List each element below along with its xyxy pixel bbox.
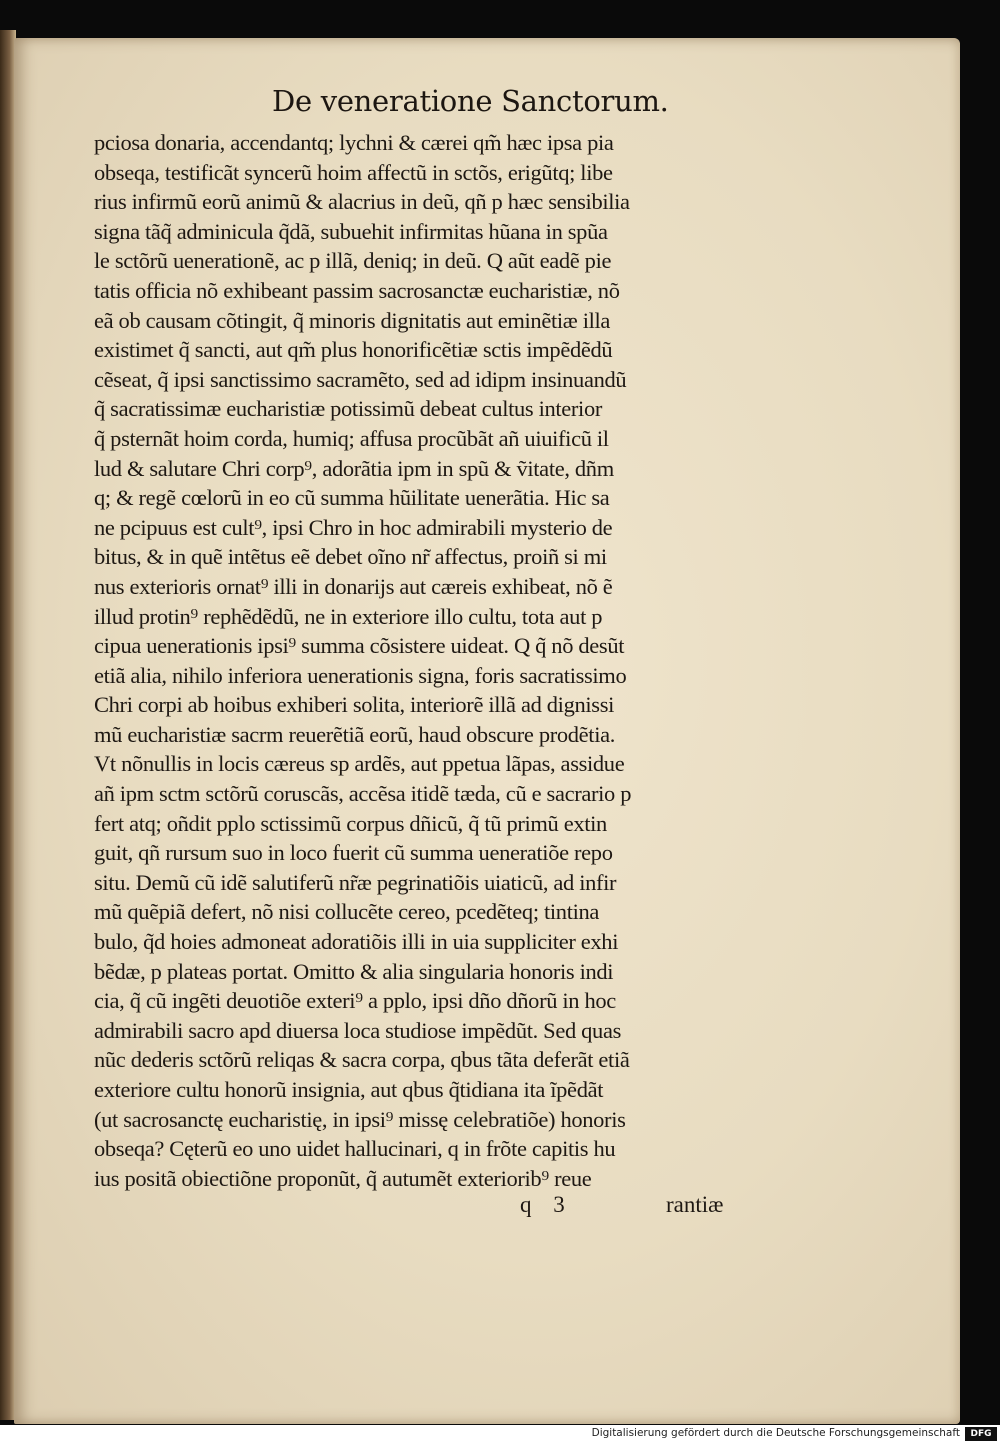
text-line: nus exterioris ornat⁹ illi in donarijs aut cæreis exhibeat, nõ ẽ [94,573,613,599]
text-line: cia, q̃ cũ ingẽti deuotiõe exteri⁹ a pplo, ipsi dño dñorũ in hoc [94,988,616,1014]
text-line: fert atq; oñdit pplo sctissimũ corpus dñicũ, q̃ tũ primũ extin [94,810,607,836]
dfg-footer-bar [0,1425,1000,1444]
text-line: lud & salutare Chri corp⁹, adorãtia ipm in spũ & ṽitate, dñm [94,455,614,481]
text-line: ius positã obiectiõne proponũt, q̃ autumẽt exteriorib⁹ reue [94,1165,592,1191]
text-line: signa tãq̃ adminicula q̃dã, subuehit infirmitas hũana in spũa [94,218,608,244]
running-head: De veneratione Sanctorum. [272,84,669,118]
text-line: illud protin⁹ rephẽdẽdũ, ne in exteriore illo cultu, tota aut p [94,603,603,629]
text-line: (ut sacrosanctę eucharistię, in ipsi⁹ missę celebratiõe) honoris [94,1106,626,1132]
text-line: exteriore cultu honorũ insignia, aut qbus q̃tidiana ita ĩpẽdãt [94,1077,604,1102]
text-line: Vt nõnullis in locis cæreus sp ardẽs, aut ppetua lãpas, assidue [94,751,625,777]
text-line: mũ quẽpiã defert, nõ nisi collucẽte cereo, pcedẽteq; tintina [94,899,600,925]
text-line: nũc dederis sctõrũ reliqas & sacra corpa, qbus tãta deferãt etiã [94,1047,630,1073]
text-line: tatis officia nõ exhibeant passim sacrosanctæ eucharistiæ, nõ [94,277,620,303]
text-line: rius infirmũ eorũ animũ & alacrius in deũ, qñ p hæc sensibilia [94,189,630,215]
text-line: pciosa donaria, accendantq; lychni & cærei qm̃ hæc ipsa pia [94,130,614,155]
text-line: mũ eucharistiæ sacrm reuerẽtiã eorũ, haud obscure prodẽtia. [94,721,616,747]
text-line: q̃ sacratissimæ eucharistiæ potissimũ debeat cultus interior [94,396,603,422]
text-line: guit, qñ rursum suo in loco fuerit cũ summa ueneratiõe repo [94,840,613,866]
text-line: existimet q̃ sancti, aut qm̃ plus honorificẽtiæ sctis impẽdẽdũ [94,337,613,363]
text-line: añ ipm sctm sctõrũ coruscãs, accẽsa itidẽ tæda, cũ e sacrario p [94,781,632,807]
text-line: obseqa, testificãt syncerũ hoim affectũ in sctõs, erigũtq; libe [94,159,613,185]
text-line: admirabili sacro apd diuersa loca studiose impẽdũt. Sed quas [94,1017,621,1043]
text-line: cipua uenerationis ipsi⁹ summa cõsistere uideat. Q q̃ nõ desũt [94,633,625,659]
dfg-logo: DFG [965,1427,997,1441]
text-line: ne pcipuus est cult⁹, ipsi Chro in hoc admirabili mysterio de [94,514,613,540]
text-line: q; & regẽ cœlorũ in eo cũ summa hũilitate uenerãtia. Hic sa [94,485,610,511]
text-line: situ. Demũ cũ idẽ salutiferũ nr̃æ pegrinatiõis uiaticũ, ad infir [94,869,617,895]
page-footer [520,1192,780,1222]
text-line: Chri corpi ab hoibus exhiberi solita, interiorẽ illã ad dignissi [94,692,614,718]
text-line: bitus, & in quẽ intẽtus eẽ debet oĩno nr̃ affectus, proiñ si mi [94,544,607,570]
text-line: etiã alia, nihilo inferiora uenerationis signa, foris sacratissimo [94,662,627,688]
text-line: q̃ psternãt hoim corda, humiq; affusa procũbãt añ uiuificũ il [94,425,609,451]
text-line: cẽseat, q̃ ipsi sanctissimo sacramẽto, sed ad idipm insinuandũ [94,366,627,392]
catchword: rantiæ [666,1192,724,1217]
text-line: bẽdæ, p plateas portat. Omitto & alia singularia honoris indi [94,958,614,984]
body-text-block [94,128,754,1193]
text-line: eã ob causam cõtingit, q̃ minoris dignitatis aut eminẽtiæ illa [94,307,611,333]
text-line: bulo, q̃d hoies admoneat adoratiõis illi in uia suppliciter exhi [94,929,619,955]
dfg-notice: Digitalisierung gefördert durch die Deutsche Forschungsgemeinschaft [591,1427,960,1439]
signature-mark: q 3 [520,1192,573,1217]
text-line: le sctõrũ uenerationẽ, ac p illã, deniq; in deũ. Q aũt eadẽ pie [94,248,612,274]
text-line: obseqa? Cęterũ eo uno uidet hallucinari, q in frõte capitis hu [94,1136,616,1162]
